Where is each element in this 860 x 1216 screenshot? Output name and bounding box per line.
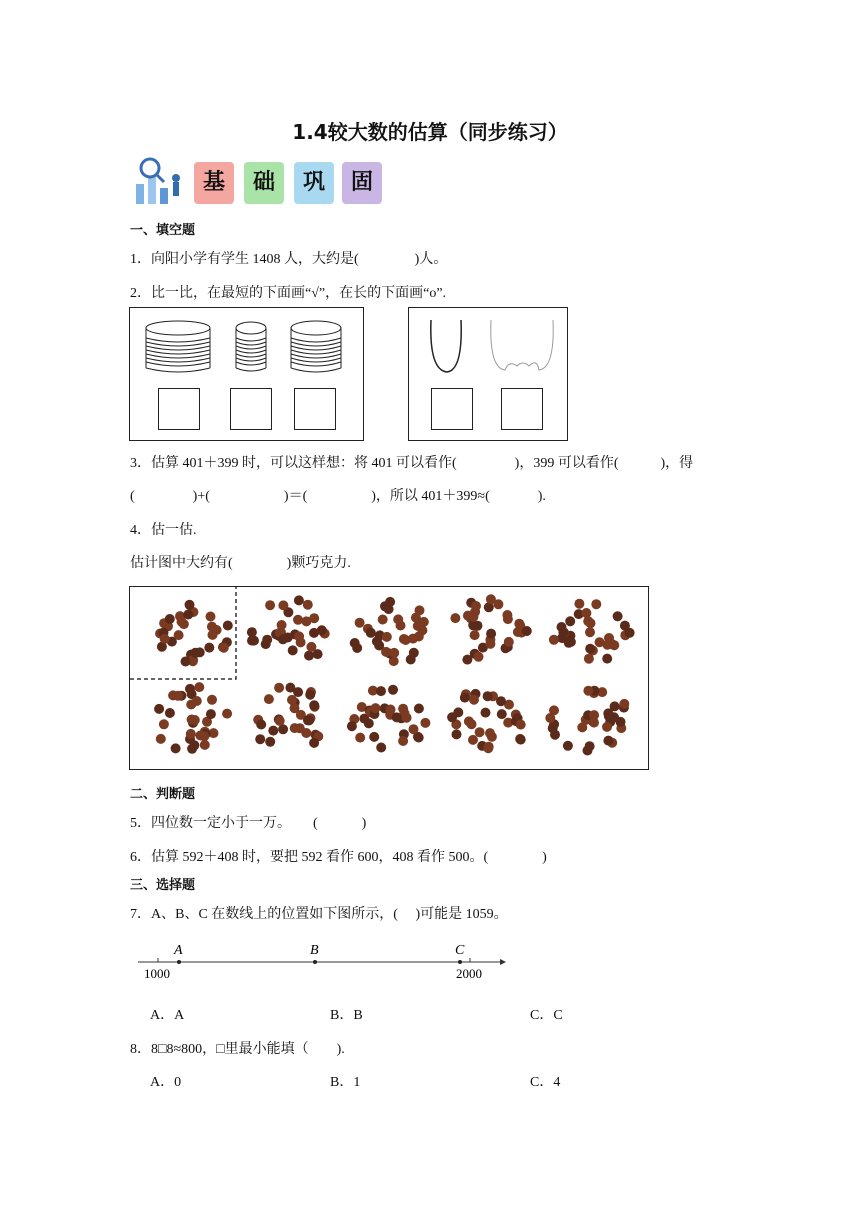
chocolate-piece — [206, 612, 216, 622]
chocolate-figure — [129, 586, 649, 770]
question-7: 7．A、B、C 在数线上的位置如下图所示，( )可能是 1059。 — [130, 907, 508, 922]
chocolate-cluster — [545, 686, 629, 756]
q2-strings-figure — [408, 307, 568, 441]
q3-text-4: ( — [130, 489, 135, 504]
chocolate-piece — [255, 734, 265, 744]
chocolate-piece — [516, 720, 526, 730]
q5-paren-open: ( — [313, 816, 318, 831]
point-a-label: A — [174, 943, 183, 958]
chocolate-piece — [304, 651, 314, 661]
chocolate-piece — [287, 695, 297, 705]
chocolate-piece — [288, 645, 298, 655]
chocolate-piece — [264, 694, 274, 704]
chocolate-piece — [401, 635, 411, 645]
chocolate-piece — [549, 705, 559, 715]
chocolate-piece — [294, 631, 304, 641]
chocolate-piece — [369, 732, 379, 742]
chocolate-piece — [460, 693, 470, 703]
chocolate-piece — [185, 684, 195, 694]
chocolate-piece — [222, 709, 232, 719]
chocolate-piece — [483, 743, 493, 753]
chocolate-piece — [293, 615, 303, 625]
chocolate-piece — [419, 617, 429, 627]
chocolate-piece — [181, 657, 191, 667]
chocolate-piece — [564, 638, 574, 648]
chocolate-piece — [591, 599, 601, 609]
chocolate-piece — [309, 700, 319, 710]
chocolate-piece — [613, 611, 623, 621]
chocolate-piece — [171, 743, 181, 753]
q3-text-1: 3．估算 401＋399 时，可以这样想：将 401 可以看作( — [130, 456, 457, 471]
chocolate-piece — [574, 599, 584, 609]
chocolate-piece — [420, 718, 430, 728]
chocolate-piece — [483, 691, 493, 701]
chocolate-piece — [381, 647, 391, 657]
chocolate-piece — [625, 628, 635, 638]
chocolate-piece — [304, 715, 314, 725]
chocolate-piece — [265, 600, 275, 610]
chocolate-piece — [285, 683, 295, 693]
chocolate-piece — [194, 682, 204, 692]
q5-paren-close: ) — [361, 816, 367, 831]
question-6 — [130, 846, 547, 866]
chocolate-piece — [185, 600, 195, 610]
chocolate-piece — [485, 639, 495, 649]
chocolate-piece — [183, 610, 193, 620]
number-line — [130, 936, 510, 982]
chocolate-piece — [398, 736, 408, 746]
q6-paren-close: ) — [542, 850, 547, 865]
q1-text-b: )人。 — [414, 252, 448, 267]
chocolate-cluster — [450, 594, 531, 664]
point-b-label: B — [310, 943, 319, 958]
chocolate-cluster — [253, 683, 323, 748]
q2-answer-box-2[interactable] — [230, 388, 272, 430]
chocolate-piece — [223, 621, 233, 631]
chocolate-piece — [204, 643, 214, 653]
section-judge-heading: 二、判断题 — [130, 787, 196, 802]
chocolate-piece — [386, 705, 396, 715]
chocolate-piece — [186, 700, 196, 710]
q3-text-5: )+( — [192, 489, 210, 504]
chocolate-cluster — [154, 682, 232, 754]
chocolate-piece — [602, 722, 612, 732]
chocolate-piece — [388, 685, 398, 695]
q5-text: 5．四位数一定小于一万。 — [130, 816, 291, 831]
chocolate-piece — [382, 632, 392, 642]
chocolate-piece — [468, 735, 478, 745]
page-title: 1.4较大数的估算（同步练习） — [292, 120, 568, 144]
chocolate-piece — [414, 632, 424, 642]
chocolate-piece — [156, 734, 166, 744]
chocolate-piece — [295, 723, 305, 733]
chocolate-piece — [475, 727, 485, 737]
chocolate-piece — [470, 630, 480, 640]
q7-option-c[interactable]: C．C — [530, 1008, 563, 1023]
chocolate-piece — [366, 628, 376, 638]
q3-text-3: )，得 — [660, 456, 694, 471]
q4-text-b: )颗巧克力. — [286, 556, 351, 571]
q3-text-8: ). — [537, 489, 546, 504]
chocolate-piece — [414, 704, 424, 714]
chocolate-clusters-illustration — [130, 587, 648, 769]
chocolate-cluster — [347, 685, 431, 753]
question-4 — [130, 552, 351, 572]
chocolate-piece — [380, 601, 390, 611]
chocolate-piece — [496, 696, 506, 706]
chocolate-piece — [486, 594, 496, 604]
chocolate-piece — [247, 636, 257, 646]
chocolate-piece — [208, 630, 218, 640]
chocolate-piece — [468, 612, 478, 622]
chocolate-piece — [503, 614, 513, 624]
q3-text-2: )，399 可以看作( — [514, 456, 619, 471]
chocolate-cluster — [447, 689, 526, 753]
q4-text-a: 估计图中大约有( — [130, 556, 233, 571]
banner-tile-3: 巩 — [294, 162, 334, 204]
question-3-line-2 — [130, 485, 546, 505]
chocolate-cluster — [350, 597, 429, 666]
chocolate-piece — [352, 643, 362, 653]
chocolate-piece — [486, 629, 496, 639]
coil-cylinders-illustration — [130, 308, 363, 388]
question-8: 8．8□8≈800，□里最小能填（ ). — [130, 1042, 345, 1057]
banner-tile-2: 础 — [244, 162, 284, 204]
chocolate-piece — [450, 613, 460, 623]
chocolate-piece — [206, 709, 216, 719]
numline-start-label: 1000 — [144, 966, 170, 981]
chocolate-piece — [549, 635, 559, 645]
chocolate-piece — [195, 731, 205, 741]
chocolate-piece — [165, 708, 175, 718]
chocolate-cluster — [247, 595, 330, 660]
chocolate-piece — [396, 621, 406, 631]
section-choice-heading: 三、选择题 — [130, 878, 196, 893]
chocolate-piece — [371, 703, 381, 713]
q2-cylinders-figure — [129, 307, 364, 441]
chocolate-piece — [514, 619, 524, 629]
chocolate-piece — [256, 720, 266, 730]
q2-answer-box-4[interactable] — [431, 388, 473, 430]
chocolate-piece — [392, 712, 402, 722]
chocolate-piece — [207, 695, 217, 705]
chocolate-piece — [616, 717, 626, 727]
question-2: 2．比一比，在最短的下面画“√”，在长的下面画“o”. — [130, 286, 447, 301]
chocolate-piece — [186, 729, 196, 739]
chocolate-piece — [471, 601, 481, 611]
chocolate-piece — [602, 654, 612, 664]
chocolate-piece — [277, 620, 287, 630]
chocolate-piece — [565, 616, 575, 626]
chocolate-piece — [474, 652, 484, 662]
chocolate-piece — [313, 649, 323, 659]
chocolate-piece — [406, 655, 416, 665]
chocolate-piece — [585, 627, 595, 637]
q8-option-b[interactable]: B．1 — [330, 1075, 361, 1090]
chocolate-piece — [261, 639, 271, 649]
chocolate-piece — [187, 715, 197, 725]
chocolate-piece — [275, 716, 285, 726]
chocolate-piece — [603, 736, 613, 746]
chocolate-piece — [190, 648, 200, 658]
chocolate-piece — [305, 690, 315, 700]
chocolate-piece — [294, 595, 304, 605]
point-c-dot — [458, 960, 462, 964]
chocolate-piece — [581, 608, 591, 618]
chocolate-piece — [173, 691, 183, 701]
chocolate-piece — [154, 704, 164, 714]
chocolate-piece — [583, 746, 593, 756]
chocolate-piece — [415, 605, 425, 615]
question-1 — [130, 248, 447, 268]
q3-text-6: )＝( — [283, 489, 308, 504]
chocolate-piece — [165, 614, 175, 624]
chocolate-piece — [160, 634, 170, 644]
chocolate-piece — [469, 695, 479, 705]
question-3-line-1 — [130, 452, 693, 472]
section-banner — [130, 156, 390, 208]
chocolate-cluster — [549, 599, 635, 664]
chocolate-piece — [200, 740, 210, 750]
point-b-dot — [313, 960, 317, 964]
chocolate-piece — [467, 719, 477, 729]
chocolate-piece — [274, 683, 284, 693]
point-a-dot — [177, 960, 181, 964]
q2-answer-box-1[interactable] — [158, 388, 200, 430]
chocolate-piece — [603, 708, 613, 718]
chocolate-piece — [159, 719, 169, 729]
chocolate-piece — [619, 699, 629, 709]
chocolate-piece — [402, 713, 412, 723]
chocolate-piece — [376, 743, 386, 753]
hanging-strings-illustration — [409, 308, 567, 383]
chocolate-piece — [516, 735, 526, 745]
chocolate-piece — [452, 729, 462, 739]
point-c-label: C — [455, 943, 465, 958]
chocolate-piece — [309, 613, 319, 623]
q2-answer-box-3[interactable] — [294, 388, 336, 430]
section-fill-heading: 一、填空题 — [130, 223, 196, 238]
question-5 — [130, 812, 366, 832]
chocolate-piece — [355, 733, 365, 743]
chocolate-piece — [485, 728, 495, 738]
chocolate-piece — [414, 733, 424, 743]
chocolate-piece — [376, 686, 386, 696]
chocolate-piece — [504, 637, 514, 647]
q7-option-b[interactable]: B．B — [330, 1008, 363, 1023]
chocolate-piece — [583, 686, 593, 696]
q2-answer-box-5[interactable] — [501, 388, 543, 430]
chocolate-piece — [522, 626, 532, 636]
chocolate-piece — [303, 600, 313, 610]
chocolate-piece — [174, 630, 184, 640]
chocolate-piece — [355, 618, 365, 628]
chocolate-piece — [347, 721, 357, 731]
chocolate-piece — [589, 718, 599, 728]
q8-option-a[interactable]: A．0 — [150, 1075, 182, 1090]
chocolate-piece — [364, 718, 374, 728]
chocolate-piece — [219, 643, 229, 653]
chocolate-piece — [481, 708, 491, 718]
chocolate-piece — [265, 737, 275, 747]
magnifier-chart-icon — [130, 156, 188, 208]
chocolate-piece — [309, 738, 319, 748]
q7-option-a[interactable]: A．A — [150, 1008, 185, 1023]
chocolate-cluster — [155, 600, 233, 667]
numline-end-label: 2000 — [456, 966, 482, 981]
chocolate-piece — [577, 722, 587, 732]
chocolate-piece — [283, 633, 293, 643]
chocolate-piece — [497, 709, 507, 719]
chocolate-piece — [563, 741, 573, 751]
q6-text: 6．估算 592＋408 时，要把 592 看作 600，408 看作 500。( — [130, 850, 489, 865]
chocolate-piece — [609, 640, 619, 650]
chocolate-piece — [558, 627, 568, 637]
chocolate-piece — [278, 600, 288, 610]
chocolate-piece — [462, 655, 472, 665]
question-4-title: 4．估一估. — [130, 523, 197, 538]
chocolate-piece — [268, 726, 278, 736]
chocolate-piece — [585, 644, 595, 654]
q3-text-7: )，所以 401＋399≈( — [371, 489, 490, 504]
banner-tile-4: 固 — [342, 162, 382, 204]
chocolate-piece — [317, 625, 327, 635]
chocolate-piece — [586, 618, 596, 628]
q1-text-a: 1．向阳小学有学生 1408 人，大约是( — [130, 252, 359, 267]
chocolate-piece — [550, 730, 560, 740]
chocolate-piece — [378, 615, 388, 625]
banner-tile-1: 基 — [194, 162, 234, 204]
q8-option-c[interactable]: C．4 — [530, 1075, 561, 1090]
chocolate-piece — [447, 712, 457, 722]
